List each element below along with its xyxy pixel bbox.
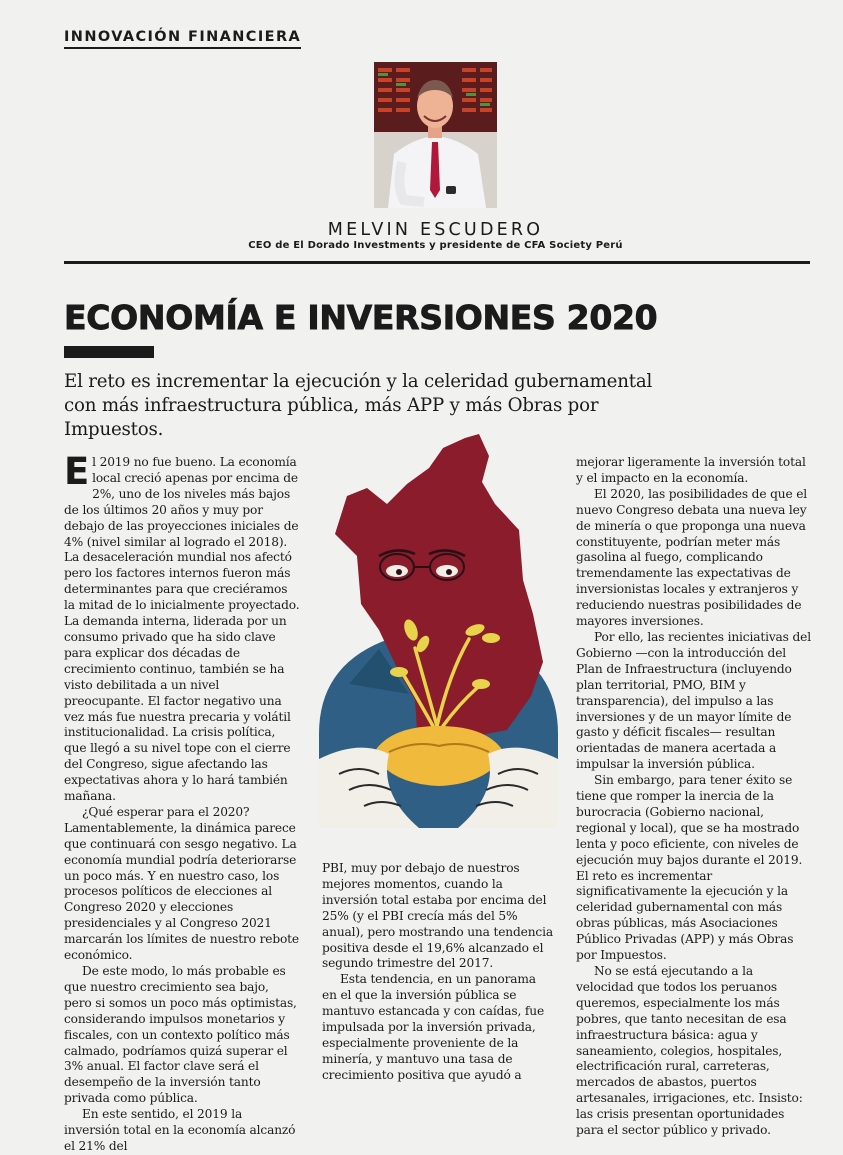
illustration-figure bbox=[319, 434, 558, 828]
paragraph: De este modo, lo más probable es que nuestro crecimiento sea bajo, pero si somos un poco más optimistas, considerando impulsos monetarios y fiscales, con un contexto político más calmado, podríamos quizá superar el 3% anual. El factor clave será el desempeño de la inversión tanto privada como pública. bbox=[64, 964, 297, 1106]
paragraph: El 2020, las posibilidades de que el nuevo Congreso debata una nueva ley de minería o que proponga una nueva constituyente, podrían meter más gasolina al fuego, complicando tremendamente las expectativas de inversionistas locales y extranjeros y reduciendo nuestras posibilidades de mayores inversiones. bbox=[576, 486, 808, 629]
paragraph bbox=[64, 450, 300, 805]
article-column-3 bbox=[576, 455, 812, 1139]
paragraph: PBI, muy por debajo de nuestros mejores momentos, cuando la inversión total estaba por encima del 25% (y el PBI crecía más del 5% anual), pero mostrando una tendencia positiva desde el 19,6% alcanzado el segundo trimestre del 2017. bbox=[322, 861, 553, 971]
paragraph: Esta tendencia, en un panorama en el que la inversión pública se mantuvo estancada y con caídas, fue impulsada por la inversión privada, especialmente proveniente de la minería, y mantuvo una tasa de crecimiento positiva que ayudó a bbox=[322, 972, 545, 1082]
headline: ECONOMÍA E INVERSIONES 2020 bbox=[64, 298, 658, 337]
article-column-1 bbox=[64, 450, 300, 1155]
author-photo bbox=[374, 62, 497, 208]
author-role: CEO de El Dorado Investments y presidente de CFA Society Perú bbox=[248, 240, 623, 251]
author-name: MELVIN ESCUDERO bbox=[327, 220, 544, 240]
paragraph: Sin embargo, para tener éxito se tiene que romper la inercia de la burocracia (Gobierno nacional, regional y local), que se ha mostrado lenta y poco eficiente, con niveles de ejecución muy bajos durante el 2019. El reto es incrementar significativamente la ejecución y la celeridad gubernamental con más obras públicas, más Asociaciones Público Privadas (APP) y más Obras por Impuestos. bbox=[576, 773, 803, 963]
drop-cap: E bbox=[64, 450, 90, 493]
headline-underline-bar bbox=[64, 346, 154, 358]
paragraph: No se está ejecutando a la velocidad que todos los peruanos queremos, especialmente los más pobres, que tanto necesitan de esa infraestructura básica: agua y saneamiento, colegios, hospitales, electrificación rural, carreteras, mercados de abastos, puertos artesanales, irrigaciones, etc. Insisto: las crisis presentan oportunidades para el sector público y privado. bbox=[576, 964, 803, 1138]
paragraph: ¿Qué esperar para el 2020? Lamentablemente, la dinámica parece que continuará con sesgo negativo. La economía mundial podría deteriorarse un poco más. Y en nuestro caso, los procesos políticos de elecciones al Congreso 2020 y elecciones presidenciales y al Congreso 2021 marcarán los límites de nuestro rebote económico. bbox=[64, 804, 299, 963]
paragraph: Por ello, las recientes iniciativas del Gobierno —con la introducción del Plan de Infraestructura (incluyendo plan territorial, PMO, BIM y transparencia), del impulso a las inversiones y de un mayor límite de gasto y déficit fiscales— resultan orientadas de manera acertada a impulsar la inversión pública. bbox=[576, 629, 811, 772]
section-label: INNOVACIÓN FINANCIERA bbox=[64, 28, 301, 49]
divider-rule bbox=[64, 261, 810, 264]
paragraph: mejorar ligeramente la inversión total y el impacto en la economía. bbox=[576, 455, 806, 485]
article-column-2 bbox=[322, 861, 554, 1084]
paragraph-text: l 2019 no fue bueno. La economía local creció apenas por encima de 2%, uno de los niveles más bajos de los últimos 20 años y muy por debajo de las proyecciones iniciales de 4% (nivel similar al logrado el 2018). La desaceleración mundial nos afectó pero los factores internos fueron más determinantes para que creciéramos la mitad de lo inicialmente proyectado. La demanda interna, liderada por un consumo privado que ha sido clave para explicar dos décadas de crecimiento continuo, también se ha visto debilitada a un nivel preocupante. El factor negativo una vez más fue nuestra precaria y volátil institucionalidad. La crisis política, que llegó a su nivel tope con el cierre del Congreso, sigue afectando las expectativas ahora y lo hará también mañana. bbox=[64, 455, 300, 804]
subhead: El reto es incrementar la ejecución y la celeridad gubernamental con más infraestructura pública, más APP y más Obras por Impuestos. bbox=[64, 371, 653, 440]
author-portrait-image bbox=[374, 62, 497, 208]
paragraph: En este sentido, el 2019 la inversión total en la economía alcanzó el 21% del bbox=[64, 1107, 296, 1153]
article-illustration bbox=[319, 434, 558, 828]
